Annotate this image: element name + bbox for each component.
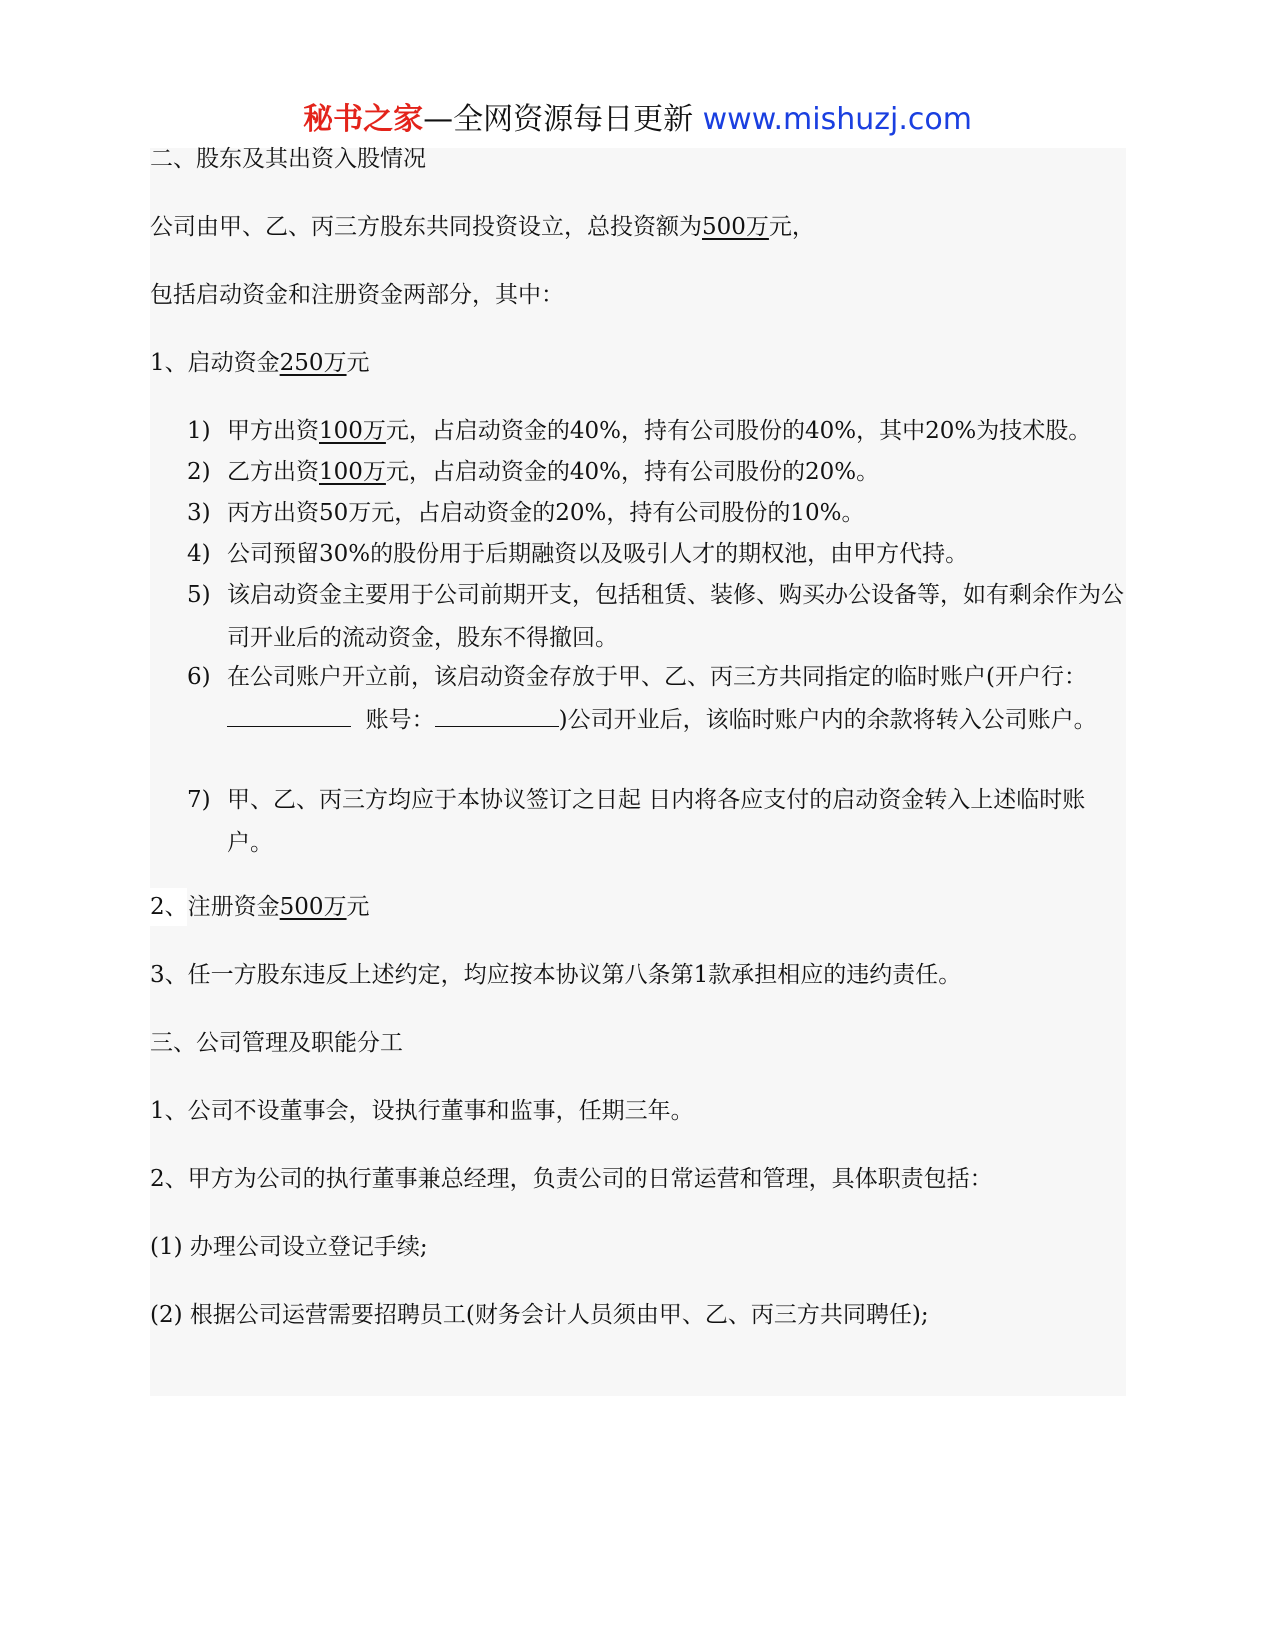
item-text-start: 乙方出资: [227, 459, 319, 485]
list-item: [187, 451, 1127, 494]
brand-name: 秘书之家: [303, 102, 424, 137]
site-header: [0, 100, 1275, 140]
startup-amount: 250万: [279, 350, 347, 376]
registered-prefix: 2、注册资金: [150, 894, 280, 920]
investment-suffix: 元，: [768, 214, 815, 240]
investment-paragraph: [150, 211, 1126, 243]
list-item-number: 1): [187, 418, 211, 444]
list-item-number: 3): [187, 500, 211, 526]
list-item-text: [227, 410, 1127, 453]
account-label: 账号：: [365, 706, 435, 733]
account-number-blank: [435, 704, 559, 727]
list-item-number: 7): [187, 787, 211, 813]
capital-composition-paragraph: 包括启动资金和注册资金两部分，其中：: [150, 282, 564, 308]
registered-amount: 500万: [279, 894, 347, 920]
document-background: [150, 148, 1126, 1396]
list-item: [187, 492, 1127, 535]
item-text-end: 元，占启动资金的40%，持有公司股份的40%，其中20%为技术股。: [385, 418, 1092, 444]
list-item: [187, 410, 1127, 453]
list-item: [187, 656, 1127, 741]
item-text-end: 元，占启动资金的40%，持有公司股份的20%。: [385, 459, 880, 485]
list-item-text: 甲、乙、丙三方均应于本协议签订之日起 日内将各应支付的启动资金转入上述临时账户。: [227, 787, 1086, 856]
header-slogan: —全网资源每日更新: [423, 102, 703, 137]
list-item: [187, 533, 1127, 576]
investment-amount: 500万: [702, 214, 769, 240]
list-item-text: 丙方出资50万元，占启动资金的20%，持有公司股份的10%。: [227, 500, 865, 526]
breach-paragraph: 3、任一方股东违反上述约定，均应按本协议第八条第1款承担相应的违约责任。: [150, 962, 962, 988]
item-amount: 100万: [319, 459, 386, 485]
general-manager-paragraph: 2、甲方为公司的执行董事兼总经理，负责公司的日常运营和管理，具体职责包括：: [150, 1166, 993, 1192]
board-paragraph: 1、公司不设董事会，设执行董事和监事，任期三年。: [150, 1098, 694, 1124]
item-text-start: 甲方出资: [227, 418, 319, 444]
list-item: [187, 779, 1127, 864]
list-item: [187, 574, 1127, 659]
registered-capital-heading: [150, 891, 1126, 923]
item-text-start: 在公司账户开立前，该启动资金存放于甲、乙、丙三方共同指定的临时账户(开户行：: [227, 664, 1087, 690]
list-item-number: 2): [187, 459, 211, 485]
list-item-number: 6): [187, 664, 211, 690]
site-url-link[interactable]: www.mishuzj.com: [702, 102, 972, 137]
bank-name-blank: [227, 704, 351, 727]
investment-text: 公司由甲、乙、丙三方股东共同投资设立，总投资额为: [150, 214, 702, 240]
section-2-title: 二、股东及其出资入股情况: [150, 146, 426, 172]
list-item-text: [227, 451, 1127, 494]
startup-capital-heading: [150, 347, 1126, 379]
list-item-text: 公司预留30%的股份用于后期融资以及吸引人才的期权池，由甲方代持。: [227, 541, 969, 567]
duty-item: (1) 办理公司设立登记手续;: [150, 1234, 428, 1260]
list-item-text: 该启动资金主要用于公司前期开支，包括租赁、装修、购买办公设备等，如有剩余作为公司开业后的流动资金，股东不得撤回。: [227, 582, 1124, 651]
section-3-title: 三、公司管理及职能分工: [150, 1030, 403, 1056]
list-item-number: 4): [187, 541, 211, 567]
registered-suffix: 元: [346, 894, 370, 920]
startup-prefix: 1、启动资金: [150, 350, 280, 376]
list-item-text: [227, 656, 1127, 741]
duty-item: (2) 根据公司运营需要招聘员工(财务会计人员须由甲、乙、丙三方共同聘任);: [150, 1302, 929, 1328]
item-text-end: )公司开业后，该临时账户内的余款将转入公司账户。: [558, 706, 1097, 733]
startup-suffix: 元: [346, 350, 370, 376]
item-amount: 100万: [319, 418, 386, 444]
list-item-number: 5): [187, 582, 211, 608]
